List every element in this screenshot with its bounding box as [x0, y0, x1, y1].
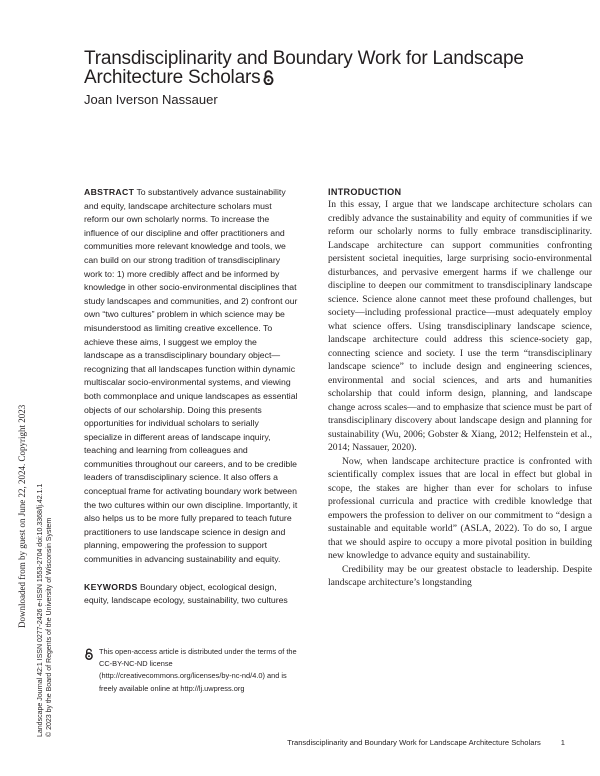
open-access-note	[84, 646, 298, 695]
journal-citation-line: Landscape Journal 42:1 ISSN 0277-2426 e-ISSN 1553-2704 doi:10.3368/lj.42.1.1	[37, 483, 44, 737]
abstract-label: ABSTRACT	[84, 187, 135, 197]
body-paragraph: Now, when landscape architecture practice is confronted with scientifically complex issues that are local in effect but global in scope, the stakes are higher than ever for scholars to infuse professional curricula and practice with credible knowledge that empowers the profession to deliver on our commitment to “design a sustainable and equitable world” (ASLA, 2022). To do so, I argue that we should aspire to occupy a more pivotal position in building new knowledge to advance equity and sustainability.	[328, 455, 592, 561]
running-title: Transdisciplinarity and Boundary Work for Landscape Architecture Scholars	[287, 738, 541, 747]
abstract-text: To substantively advance sustainability and equity, landscape architecture scholars must reform our own scholarly norms. To increase the influence of our discipline and offer practitioners and communities more relevant knowledge and tools, we can build on our strong tradition of transdisciplinary work to: 1) more credibly affect and be informed by knowledge in other socio-environmental disciplines that study landscapes and communities, and 2) confront our own “two cultures” problem in which science may be misunderstood as limiting creative excellence. To achieve these aims, I suggest we employ the landscape as a transdisciplinary boundary object—recognizing that all landscapes function within dynamic multiscalar socio-environmental systems, and viewing both commonplace and unique landscapes as essential objects of our scholarship. Doing this presents opportunities for individual scholars to serially specialize in different areas of landscape inquiry, teaching and learning from colleagues and communities throughout our careers, and to be credible leaders of transdisciplinary science. It also offers a conceptual frame for activating boundary work between the two cultures within our own discipline. Importantly, it also helps us to be more fully prepared to teach future practitioners to use landscape science in design and planning, empowering the profession to support communities in advancing sustainability and equity.	[84, 187, 298, 565]
abstract-block	[84, 186, 298, 567]
article-title-text: Transdisciplinarity and Boundary Work for Landscape Architecture Scholars	[84, 47, 524, 88]
body-paragraph: In this essay, I argue that we landscape architecture scholars can credibly advance the sustainability and equity of communities if we reform our scholarly norms to fully embrace transdisciplinarity. Landscape architecture can support communities confronting persistent societal inequities, large surprising socio-environmental disturbances, and pervasive emergent harms if we challenge our discipline to deepen our commitment to transdisciplinary landscape science. Science alone cannot meet these profound challenges, but society—including professional practice—must adequately employ what science offers. Using transdisciplinary landscape science, landscape architecture could address this science-society gap, connecting science and society. I use the term “transdisciplinary landscape science” to include design and engineering sciences, environmental and social sciences, and arts and humanities scholarship that could inform design, planning, and landscape change across scales—and to emphasize that science must be part of transdisciplinary discovery about landscape design and planning for sustainability (Wu, 2006; Gobster & Xiang, 2012; Helfenstein et al., 2014; Nassauer, 2020).	[328, 199, 592, 453]
download-watermark: Downloaded from by guest on June 22, 2024. Copyright 2023	[17, 404, 27, 628]
article-title	[84, 49, 554, 89]
author-name: Joan Iverson Nassauer	[84, 92, 218, 107]
open-lock-icon	[84, 646, 96, 695]
abstract-section	[84, 186, 298, 608]
keywords-text: Boundary object, ecological design, equity, landscape ecology, sustainability, two cultures	[84, 581, 288, 606]
introduction-section	[328, 186, 592, 590]
page-number: 1	[560, 738, 565, 747]
body-paragraph: Credibility may be our greatest obstacle to leadership. Despite landscape architecture’s longstanding	[328, 563, 592, 588]
open-access-note-text: This open-access article is distributed under the terms of the CC-BY-NC-ND license (http://creativecommons.org/licenses/by-nc-nd/4.0) and is freely available online at http://lj.uwpress.org	[99, 647, 297, 693]
open-lock-icon	[262, 70, 275, 89]
keywords-block	[84, 581, 298, 608]
introduction-heading: INTRODUCTION	[328, 187, 402, 197]
journal-citation-info	[36, 484, 55, 737]
page-footer	[287, 738, 565, 747]
keywords-label: KEYWORDS	[84, 581, 138, 592]
copyright-line: © 2023 by the Board of Regents of the University of Wisconsin System	[46, 517, 54, 737]
